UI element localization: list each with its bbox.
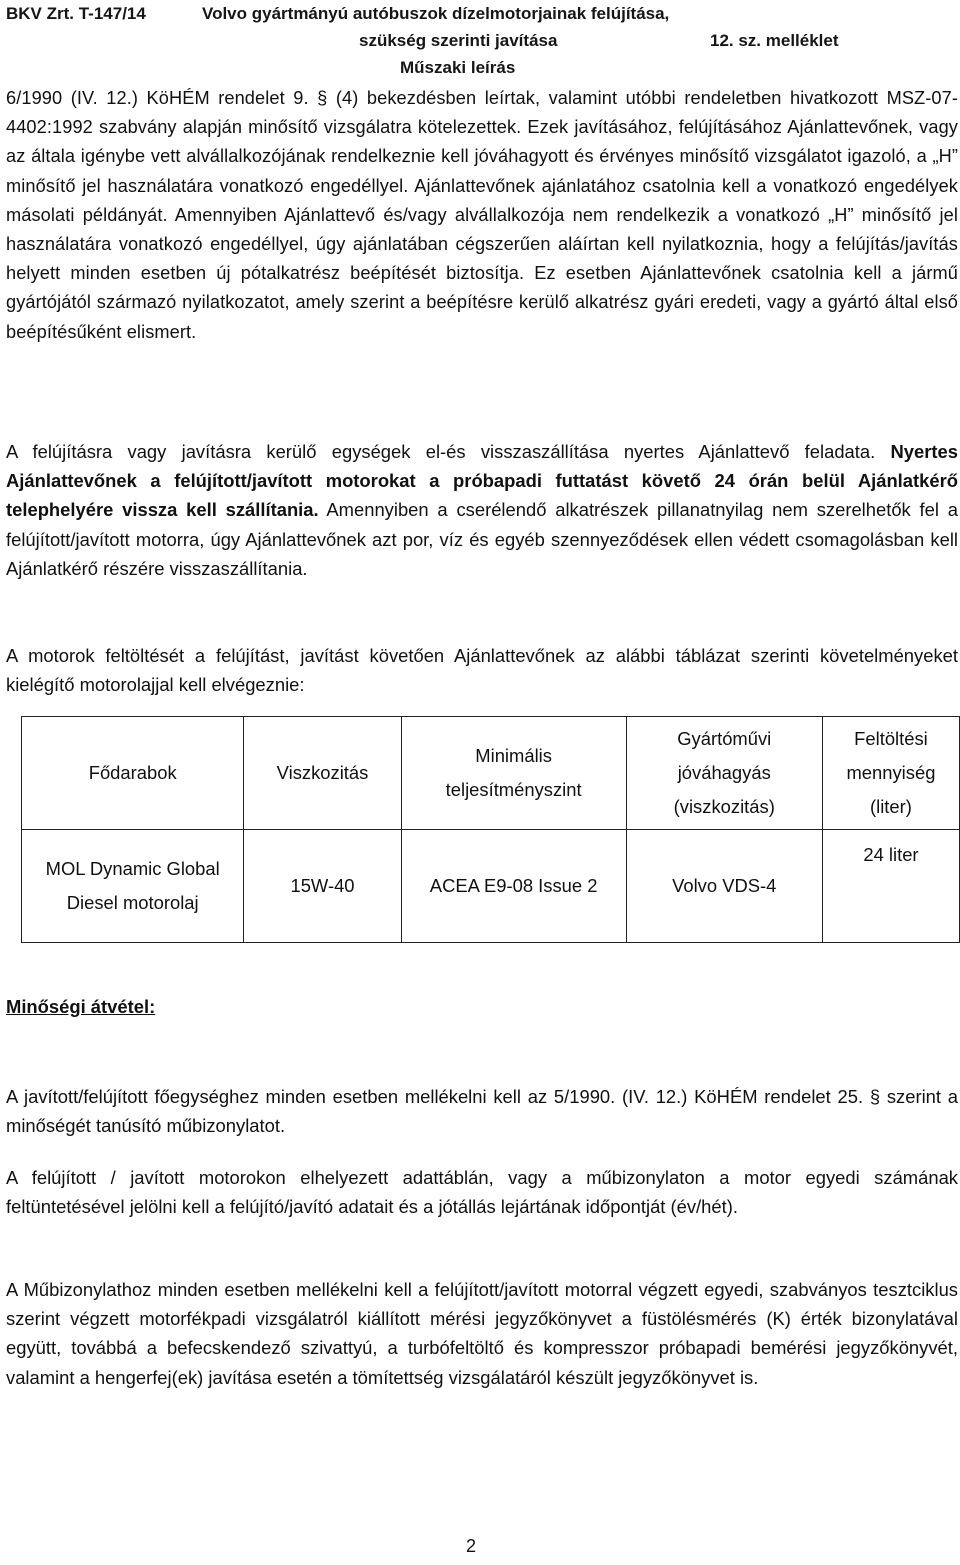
header-fill-quantity: Feltöltési mennyiség (liter) [822, 717, 959, 830]
cell-oem-approval: Volvo VDS-4 [626, 830, 822, 943]
header-viscosity: Viszkozitás [244, 717, 401, 830]
header-main-units: Fődarabok [22, 717, 244, 830]
section-heading-quality: Minőségi átvétel: [6, 996, 156, 1017]
paragraph-transport [6, 437, 958, 583]
header-title-line2: szükség szerinti javítása [359, 31, 558, 50]
table-header-row [22, 717, 960, 830]
paragraph-certificate: A javított/felújított főegységhez minden esetben mellékelni kell az 5/1990. (IV. 12.) KöHÉM rendelet 25. § szerint a minőségét tanúsító műbizonylatot. [6, 1086, 958, 1137]
header-min-performance: Minimális teljesítményszint [401, 717, 626, 830]
paragraph-test-reports: A Műbizonylathoz minden esetben mellékelni kell a felújított/javított motorral végzett egyedi, szabványos tesztciklus szerint végzett motorfékpadi vizsgálatról kiállított mérési jegyzőkönyvet a füstölésmérés (K) érték bizonylatával együtt, továbbá a befecskendező szivattyú, a turbófeltöltő és kompresszor próbapadi bemérési jegyzőkönyvét, valamint a hengerfej(ek) javítása esetén a tömítettség vizsgálatáról készült jegyzőkönyvet is. [6, 1279, 958, 1388]
table-row [22, 830, 960, 943]
cell-fill-quantity: 24 liter [822, 830, 959, 943]
cell-performance-level: ACEA E9-08 Issue 2 [401, 830, 626, 943]
cell-oil-product: MOL Dynamic Global Diesel motorolaj [22, 830, 244, 943]
cell-viscosity: 15W-40 [244, 830, 401, 943]
transport-sentence: A felújításra vagy javításra kerülő egységek el-és visszaszállítása nyertes Ajánlattevő feladata. [6, 441, 876, 462]
transport-bold-requirement: Nyertes Ajánlattevőnek a felújított/javított motorokat a próbapadi futtatást követő 24 órán belül Ajánlatkérő telephelyére vissza kell szállítania. [6, 441, 958, 521]
page-number: 2 [466, 1536, 477, 1556]
transport-packaging: Amennyiben a cserélendő alkatrészek pillanatnyilag nem szerelhetők fel a felújított/javított motorra, úgy Ajánlattevőnek azt por, víz és egyéb szennyeződések ellen védett csomagolásban kell Ajánlatkérő részére visszaszállítania. [6, 499, 958, 579]
header-annex-number: 12. sz. melléklet [710, 31, 839, 50]
paragraph-qualification: 6/1990 (IV. 12.) KöHÉM rendelet 9. § (4) bekezdésben leírtak, valamint utóbbi rendeletben hivatkozott MSZ-07-4402:1992 szabvány alapján minősítő vizsgálatra kötelezettek. Ezek javításához, felújításához Ajánlattevőnek, vagy az általa igénybe vett alvállalkozójának rendelkeznie kell jóváhagyott és érvényes minősítő vizsgálatot igazoló, a „H” minősítő jel használatára vonatkozó engedéllyel. Ajánlattevőnek ajánlatához csatolnia kell a vonatkozó engedélyek másolati példányát. Amennyiben Ajánlattevő és/vagy alvállalkozója nem rendelkezik a vonatkozó „H” minősítő jel használatára vonatkozó engedéllyel, úgy ajánlatában cégszerűen aláírtan kell nyilatkoznia, hogy a felújítás/javítás helyett minden esetben új pótalkatrész beépítését biztosítja. Ez esetben Ajánlattevőnek csatolnia kell a jármű gyártójától származó nyilatkozatot, amely szerint a beépítésre kerülő alkatrész gyári eredeti, vagy a gyártó által első beépítésűként elismert. [6, 88, 958, 342]
paragraph-oil-filling: A motorok feltöltését a felújítást, javítást követően Ajánlattevőnek az alábbi táblázat szerinti követelményeket kielégítő motorolajjal kell elvégeznie: [6, 645, 958, 696]
header-oem-approval: Gyártóművi jóváhagyás (viszkozitás) [626, 717, 822, 830]
header-title-line1: Volvo gyártmányú autóbuszok dízelmotorjainak felújítása, [202, 4, 670, 23]
oil-requirements-table [21, 716, 960, 943]
header-document-id: BKV Zrt. T-147/14 [6, 4, 146, 23]
header-title-line3: Műszaki leírás [400, 58, 516, 77]
paragraph-data-plate: A felújított / javított motorokon elhelyezett adattáblán, vagy a műbizonylaton a motor egyedi számának feltüntetésével jelölni kell a felújító/javító adatait és a jótállás lejártának időpontját (év/hét). [6, 1167, 958, 1218]
